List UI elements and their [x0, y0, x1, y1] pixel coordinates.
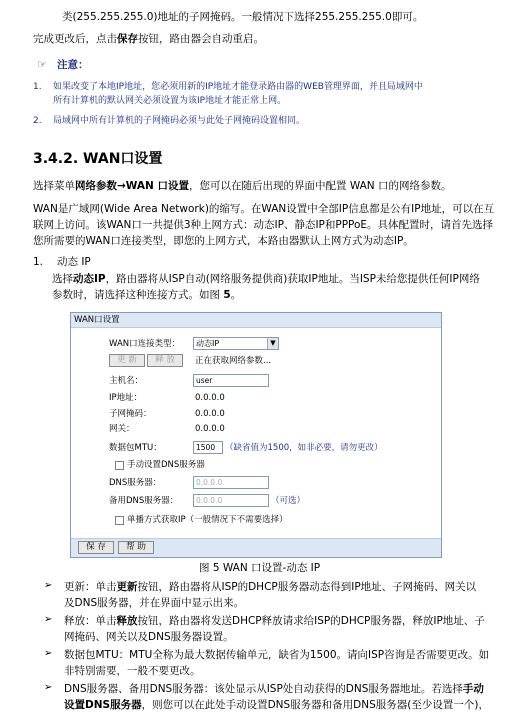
conn-type-select[interactable]: 动态IP ▼ [193, 337, 279, 350]
dns-input[interactable]: 0.0.0.0 [193, 476, 269, 489]
text-line: 完成更改后，点击保存按钮，路由器会自动重启。 [33, 33, 264, 45]
pointing-hand-icon: ☞ [37, 58, 47, 71]
panel-title: WAN口设置 [71, 313, 441, 328]
dns-label: DNS服务器： [109, 478, 162, 488]
note-item-text: 如果改变了本地IP地址，您必须用新的IP地址才能登录路由器的WEB管理界面，并且局域网中 [53, 82, 423, 92]
note-item-text: 所有计算机的默认网关必须设置为该IP地址才能正常上网。 [53, 96, 287, 106]
mask-label: 子网掩码： [109, 409, 152, 419]
save-button[interactable]: 保 存 [78, 541, 114, 554]
bullet-text: 更新：单击更新按钮，路由器将从ISP的DHCP服务器动态得到IP地址、子网掩码、网关以 [64, 581, 477, 593]
mask-value: 0.0.0.0 [195, 409, 225, 419]
list-number: 1. [33, 256, 44, 268]
bullet-text: 网掩码、网关以及DNS服务器设置。 [64, 631, 234, 643]
dns2-label: 备用DNS服务器： [109, 496, 179, 506]
section-heading: 3.4.2. WAN口设置 [33, 151, 163, 167]
intro-line: 选择菜单网络参数→WAN 口设置，您可以在随后出现的界面中配置 WAN 口的网络参数。 [33, 180, 452, 192]
manual-dns-checkbox[interactable] [115, 461, 124, 470]
note-title: 注意： [57, 59, 89, 71]
bullet-arrow-icon: ➢ [44, 682, 53, 693]
note-item-number: 2. [33, 116, 42, 126]
unicast-checkbox[interactable] [115, 516, 124, 525]
hostname-input[interactable]: user [193, 374, 269, 387]
paragraph-line: 选择动态IP，路由器将从ISP自动(网络服务提供商)获取IP地址。当ISP未给您提供任何IP网络 [52, 273, 480, 285]
note-item-text: 局域网中所有计算机的子网掩码必须与此处子网掩码设置相同。 [53, 116, 306, 126]
paragraph-line: 参数时，请选择这种连接方式。如图 5。 [52, 289, 242, 301]
bullet-text: 释放：单击释放按钮，路由器将发送DHCP释放请求给ISP的DHCP服务器，释放IP地址、子 [64, 615, 485, 627]
wan-settings-panel [70, 312, 442, 558]
list-item-title: 动态 IP [57, 256, 91, 268]
panel-footer [71, 538, 441, 557]
chevron-down-icon: ▼ [267, 338, 278, 349]
unicast-label: 单播方式获取IP（一般情况下不需要选择） [127, 515, 288, 525]
bullet-text: 数据包MTU：MTU全称为最大数据传输单元，缺省为1500。请向ISP咨询是否需要更改。如 [64, 649, 490, 661]
ip-label: IP地址： [109, 393, 143, 403]
gateway-label: 网关： [109, 424, 135, 434]
help-button[interactable]: 帮 助 [118, 541, 154, 554]
gateway-value: 0.0.0.0 [195, 424, 225, 434]
manual-dns-label: 手动设置DNS服务器 [127, 460, 205, 470]
bullet-text: DNS服务器、备用DNS服务器：该处显示从ISP处自动获得的DNS服务器地址。若选择手动 [64, 683, 484, 695]
mtu-hint: （缺省值为1500，如非必要，请勿更改） [225, 443, 383, 453]
figure-caption: 图 5 WAN 口设置-动态 IP [199, 562, 321, 574]
text-line: 类(255.255.255.0)地址的子网掩码。一般情况下选择255.255.255.0即可。 [62, 11, 424, 23]
bullet-arrow-icon: ➢ [44, 614, 53, 625]
bullet-text: 设置DNS服务器，则您可以在此处手动设置DNS服务器和备用DNS服务器(至少设置一个)， [64, 699, 489, 711]
dns2-input[interactable]: 0.0.0.0 [193, 494, 269, 507]
dns2-hint: （可选） [271, 496, 306, 506]
refresh-button[interactable]: 更 新 [109, 354, 145, 367]
conn-type-label: WAN口连接类型： [109, 339, 181, 349]
paragraph-line: 联网上访问。该WAN口一共提供3种上网方式：动态IP、静态IP和PPPoE。具体配置时，请首先选择 [33, 219, 494, 231]
note-item-number: 1. [33, 82, 42, 92]
bullet-arrow-icon: ➢ [44, 580, 53, 591]
paragraph-line: WAN是广域网(Wide Area Network)的缩写。在WAN设置中全部IP信息都是公有IP地址，可以在互 [33, 203, 495, 215]
mtu-input[interactable]: 1500 [193, 441, 223, 454]
release-button[interactable]: 释 放 [147, 354, 183, 367]
bullet-arrow-icon: ➢ [44, 648, 53, 659]
hostname-label: 主机名： [109, 376, 144, 386]
status-text: 正在获取网络参数... [195, 356, 272, 366]
paragraph-line: 您所需要的WAN口连接类型，即您的上网方式，本路由器默认上网方式为动态IP。 [33, 235, 414, 247]
ip-value: 0.0.0.0 [195, 393, 225, 403]
bullet-text: 非特别需要，一般不要更改。 [64, 665, 201, 677]
bullet-text: 及DNS服务器，并在界面中显示出来。 [64, 597, 245, 609]
mtu-label: 数据包MTU： [109, 443, 162, 453]
